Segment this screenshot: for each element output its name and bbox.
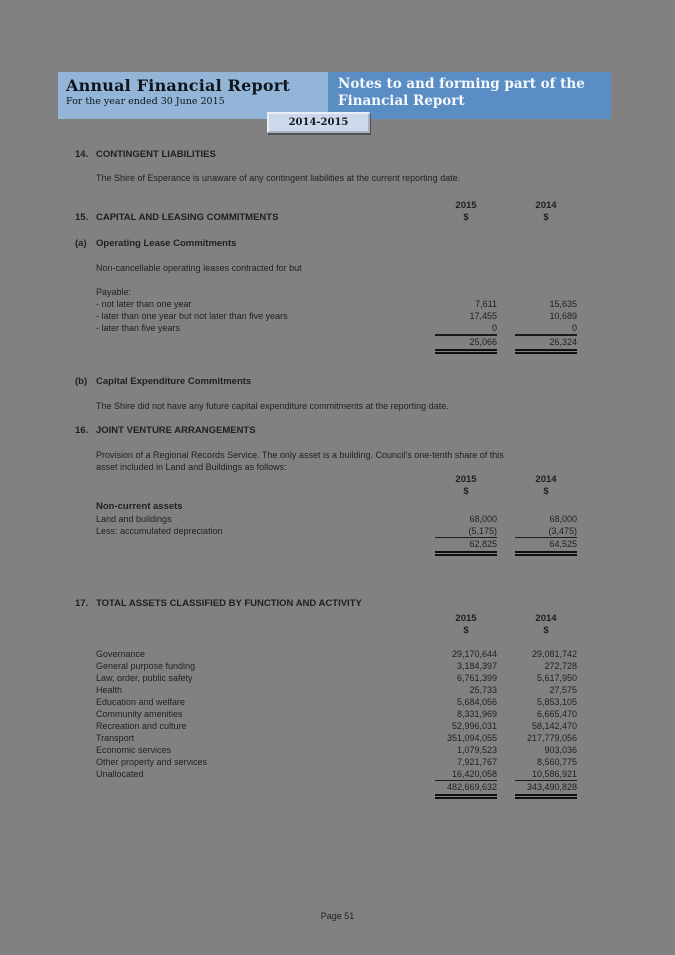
- table-row: [75, 768, 577, 781]
- table-row: [75, 732, 577, 744]
- row-label: - later than one year but not later than five years: [96, 311, 288, 321]
- total-row: [75, 538, 577, 556]
- header-right-block: [328, 72, 611, 119]
- col-header-2015: 2015: [455, 613, 477, 624]
- row-label: Education and welfare: [96, 697, 186, 707]
- total-2014: 26,324: [515, 336, 577, 354]
- note-number: 14.: [75, 149, 89, 160]
- value-2014: 58,142,470: [531, 721, 577, 731]
- col-dollar-2014: $: [543, 625, 549, 636]
- note-17-dollar-row: [75, 625, 577, 637]
- notes-title-line1: Notes to and forming part of the: [338, 76, 585, 92]
- value-2015: 5,684,056: [456, 697, 497, 707]
- total-row: [75, 781, 577, 799]
- value-2014: 272,728: [544, 661, 577, 671]
- total-2015: 482,669,632: [435, 781, 497, 799]
- table-row: [75, 708, 577, 720]
- value-2015: 6,761,399: [456, 673, 497, 683]
- value-2015: (5,175): [435, 525, 497, 538]
- value-2015: 7,611: [475, 299, 497, 309]
- value-2015: 0: [435, 322, 497, 336]
- total-2014: 343,490,828: [515, 781, 577, 799]
- document-content: [75, 149, 577, 799]
- value-2014: 0: [515, 322, 577, 336]
- value-2015: 68,000: [469, 514, 497, 524]
- value-2015: 8,331,969: [456, 709, 497, 719]
- note-16-body-line2: asset included in Land and Buildings as follows:: [96, 462, 287, 472]
- value-2014: 8,560,775: [536, 757, 577, 767]
- col-header-2015: 2015: [455, 474, 477, 485]
- table-row: [75, 648, 577, 660]
- report-subtitle: For the year ended 30 June 2015: [66, 96, 225, 107]
- value-2014: 903,036: [544, 745, 577, 755]
- note-15b-heading: [75, 376, 577, 388]
- note-title: JOINT VENTURE ARRANGEMENTS: [96, 425, 256, 436]
- col-dollar-2014: $: [543, 212, 549, 223]
- table-row: [75, 513, 577, 525]
- table-row: [75, 756, 577, 768]
- note-15-heading-row: [75, 212, 577, 224]
- col-header-2014: 2014: [535, 474, 557, 485]
- note-14-heading: [75, 149, 577, 161]
- note-14-body: The Shire of Esperance is unaware of any contingent liabilities at the current reporting date.: [96, 173, 461, 183]
- note-15a-intro: Non-cancellable operating leases contracted for but: [96, 263, 302, 273]
- table-row: [75, 720, 577, 732]
- report-title: Annual Financial Report: [66, 76, 290, 95]
- total-2015: 25,066: [435, 336, 497, 354]
- subnote-title: Operating Lease Commitments: [96, 238, 237, 249]
- row-label: - later than five years: [96, 323, 181, 333]
- value-2015: 29,170,644: [451, 649, 497, 659]
- value-2014: 27,575: [549, 685, 577, 695]
- row-label: Law, order, public safety: [96, 673, 193, 683]
- value-2014: 5,617,950: [536, 673, 577, 683]
- row-label: Other property and services: [96, 757, 208, 767]
- row-label: Transport: [96, 733, 135, 743]
- note-16-body-line1: Provision of a Regional Records Service. The only asset is a building. Council's one-tenth share of this: [96, 450, 504, 460]
- year-badge: 2014-2015: [267, 112, 370, 133]
- row-label: Land and buildings: [96, 514, 172, 524]
- note-number: 17.: [75, 598, 89, 609]
- note-title: CONTINGENT LIABILITIES: [96, 149, 216, 160]
- note-15a-heading: [75, 238, 577, 250]
- table-row: [75, 525, 577, 538]
- value-2014: 15,635: [549, 299, 577, 309]
- value-2014: 68,000: [549, 514, 577, 524]
- value-2015: 7,921,767: [456, 757, 497, 767]
- value-2015: 25,733: [469, 685, 497, 695]
- page-number: Page 51: [320, 911, 355, 921]
- row-label: General purpose funding: [96, 661, 196, 671]
- subnote-letter: (b): [75, 376, 88, 387]
- table-row: [75, 660, 577, 672]
- value-2014: 217,779,056: [526, 733, 577, 743]
- table-row: [75, 696, 577, 708]
- col-header-2014: 2014: [535, 200, 557, 211]
- note-15-year-header-row: [75, 200, 577, 212]
- table-row: [75, 310, 577, 322]
- group-heading: Non-current assets: [96, 501, 183, 512]
- total-2015: 62,825: [435, 538, 497, 556]
- note-17-heading: [75, 598, 577, 610]
- row-label: Community amenities: [96, 709, 183, 719]
- col-dollar-2015: $: [463, 486, 469, 497]
- subnote-title: Capital Expenditure Commitments: [96, 376, 252, 387]
- total-row: [75, 336, 577, 354]
- row-label: Health: [96, 685, 123, 695]
- note-16-year-header-row: [75, 474, 577, 486]
- value-2015: 17,455: [469, 311, 497, 321]
- value-2014: 5,853,105: [536, 697, 577, 707]
- note-15b-body: The Shire did not have any future capital expenditure commitments at the reporting date.: [96, 401, 449, 411]
- value-2015: 351,094,055: [446, 733, 497, 743]
- value-2015: 16,420,058: [435, 768, 497, 781]
- value-2014: 6,665,470: [536, 709, 577, 719]
- col-dollar-2014: $: [543, 486, 549, 497]
- value-2014: (3,475): [515, 525, 577, 538]
- note-number: 15.: [75, 212, 89, 223]
- value-2014: 10,586,921: [515, 768, 577, 781]
- notes-title-line2: Financial Report: [338, 93, 465, 109]
- table-row: [75, 298, 577, 310]
- note-16-heading: [75, 425, 577, 437]
- value-2014: 10,689: [549, 311, 577, 321]
- note-number: 16.: [75, 425, 89, 436]
- value-2015: 52,996,031: [451, 721, 497, 731]
- value-2015: 1,079,523: [456, 745, 497, 755]
- row-label: - not later than one year: [96, 299, 192, 309]
- table-row: [75, 672, 577, 684]
- note-title: CAPITAL AND LEASING COMMITMENTS: [96, 212, 279, 223]
- col-header-2014: 2014: [535, 613, 557, 624]
- note-16-dollar-row: [75, 486, 577, 498]
- subnote-letter: (a): [75, 238, 87, 249]
- row-label: Recreation and culture: [96, 721, 187, 731]
- col-header-2015: 2015: [455, 200, 477, 211]
- row-label: Less: accumulated depreciation: [96, 526, 223, 536]
- value-2015: 3,184,397: [456, 661, 497, 671]
- table-row: [75, 322, 577, 336]
- table-row: [75, 684, 577, 696]
- note-17-table: [75, 648, 577, 799]
- row-label: Governance: [96, 649, 146, 659]
- note-15a-payable-label: Payable:: [96, 287, 132, 297]
- note-17-year-header-row: [75, 613, 577, 625]
- value-2014: 29,081,742: [531, 649, 577, 659]
- col-dollar-2015: $: [463, 212, 469, 223]
- row-label: Unallocated: [96, 769, 144, 779]
- table-row: [75, 744, 577, 756]
- note-title: TOTAL ASSETS CLASSIFIED BY FUNCTION AND ACTIVITY: [96, 598, 362, 609]
- row-label: Economic services: [96, 745, 172, 755]
- total-2014: 64,525: [515, 538, 577, 556]
- col-dollar-2015: $: [463, 625, 469, 636]
